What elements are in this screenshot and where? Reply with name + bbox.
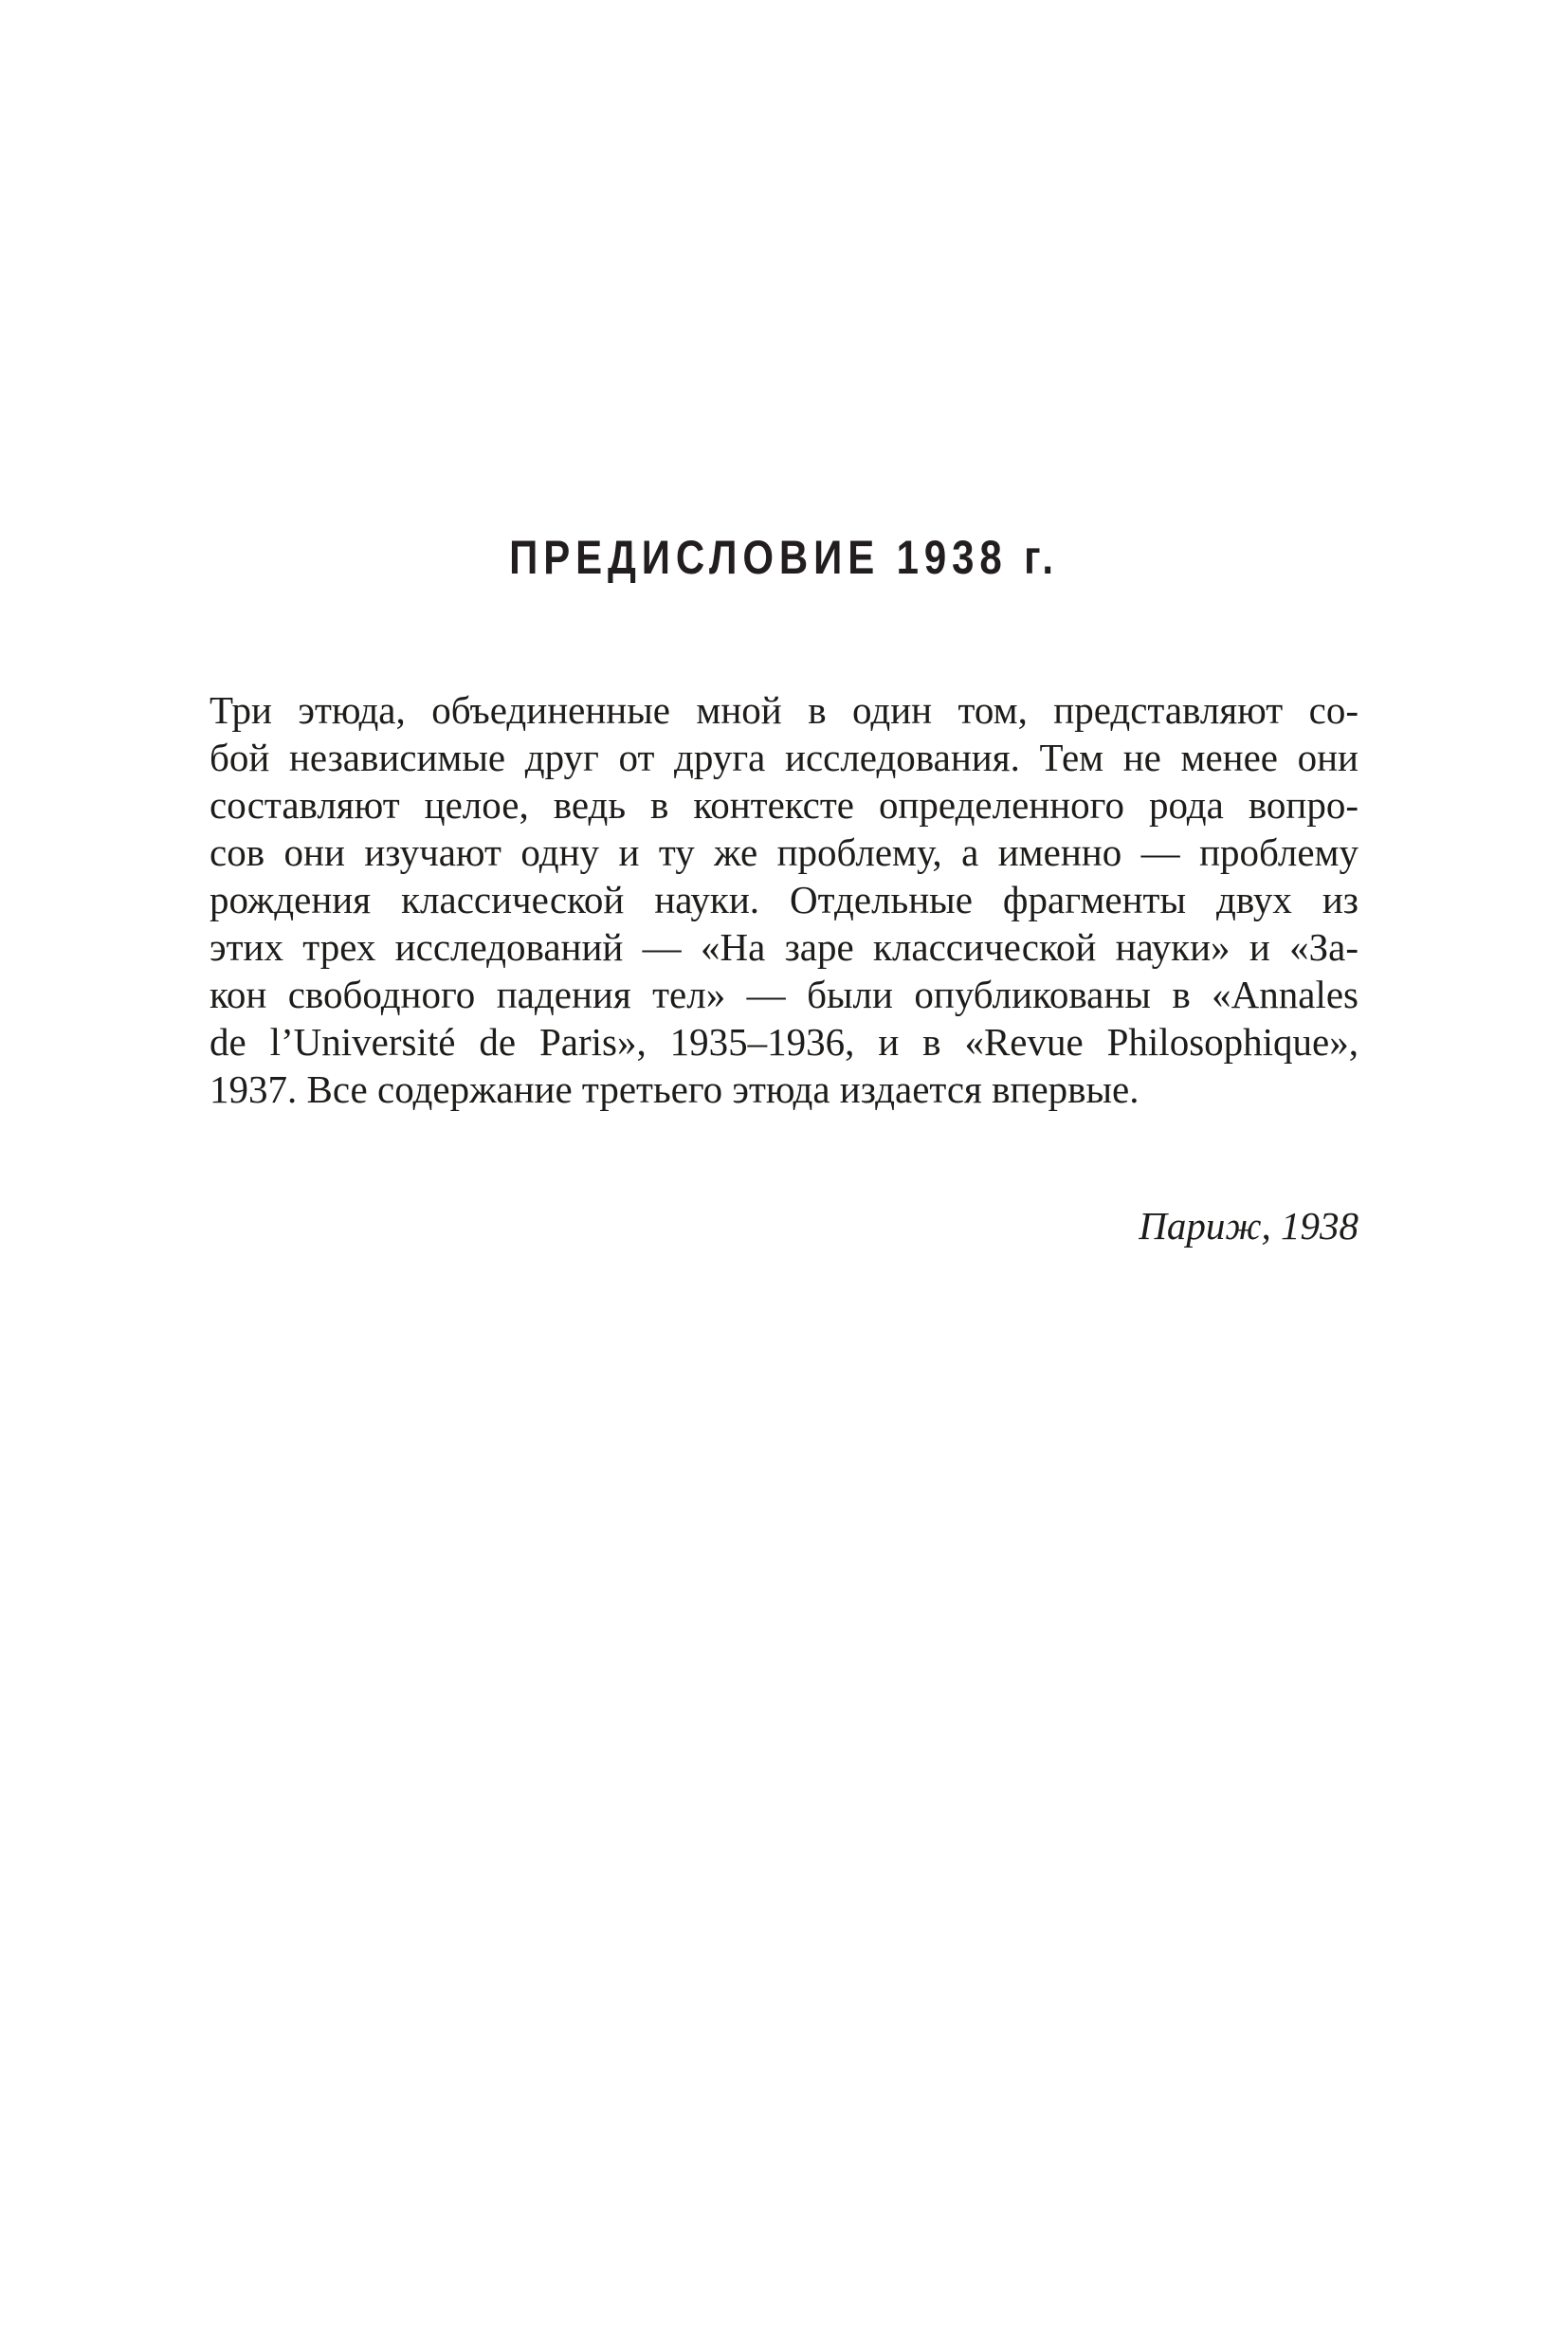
paragraph-line: Три этюда, объединенные мной в один том, представляют со- — [210, 688, 1358, 732]
signature: Париж, 1938 — [1139, 1204, 1358, 1248]
paragraph-line: сов они изучают одну и ту же проблему, а именно — проблему — [210, 830, 1358, 874]
paragraph-line: этих трех исследований — «На заре классической науки» и «За- — [210, 925, 1358, 969]
paragraph-line: составляют целое, ведь в контексте определенного рода вопро- — [210, 783, 1358, 827]
page-title: ПРЕДИСЛОВИЕ 1938 г. — [509, 531, 1059, 584]
page-content — [210, 0, 1358, 1249]
paragraph-line: рождения классической науки. Отдельные фрагменты двух из — [210, 878, 1358, 921]
paragraph-line: кон свободного падения тел» — были опубликованы в «Annales — [210, 973, 1358, 1016]
preface-paragraph — [210, 686, 1358, 1113]
paragraph-line: бой независимые друг от друга исследования. Тем не менее они — [210, 736, 1358, 779]
paragraph-line: 1937. Все содержание третьего этюда издается впервые. — [210, 1067, 1140, 1111]
paragraph-line: de l’Université de Paris», 1935–1936, и в «Revue Philosophique», — [210, 1020, 1358, 1064]
